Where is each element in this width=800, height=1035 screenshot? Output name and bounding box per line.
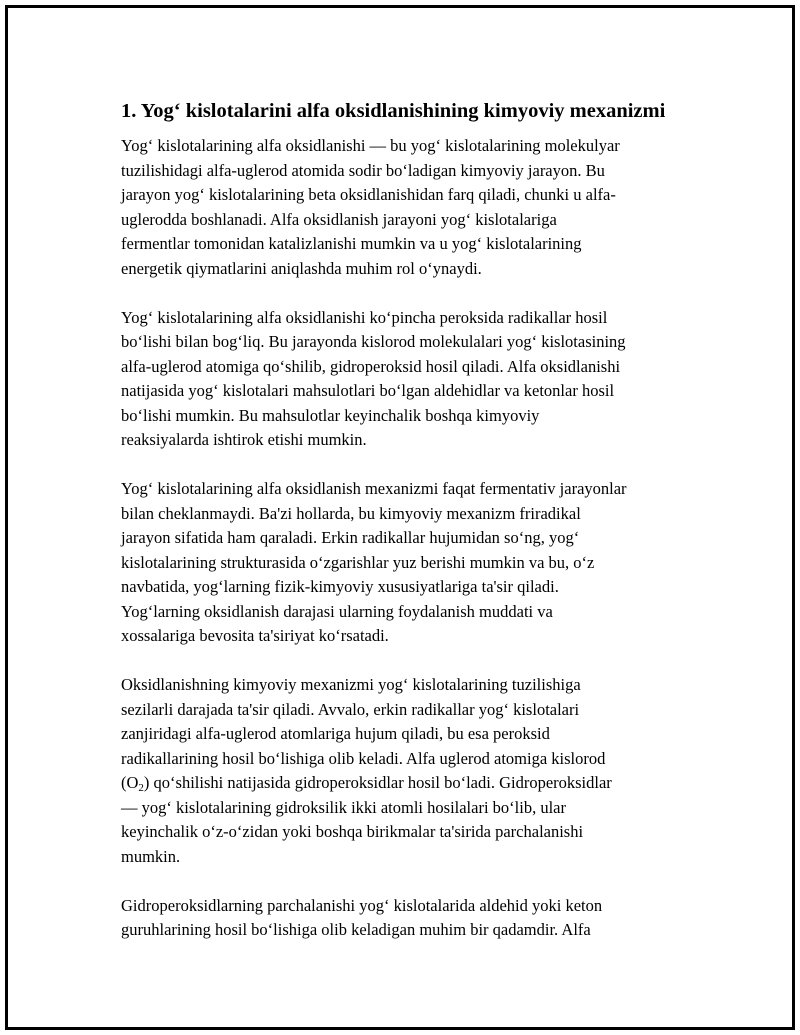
formula-open: (O: [121, 773, 139, 792]
text-line: natijasida yog‘ kislotalari mahsulotlari bo‘lgan aldehidlar va ketonlar hosil: [121, 381, 615, 400]
text-line: bilan cheklanmaydi. Ba'zi hollarda, bu kimyoviy mexanizm friradikal: [121, 503, 581, 523]
text-line: Yog‘ kislotalarining alfa oksidlanishi — bu yog‘ kislotalarining molekulyar: [121, 136, 620, 155]
text-line: Oksidlanishning kimyoviy mexanizmi yog‘ kislotalarining tuzilishiga: [121, 675, 581, 694]
text-line: navbatida, yog‘larning fizik-kimyoviy xususiyatlariga ta'sir qiladi.: [121, 577, 559, 596]
text-line: energetik qiymatlarini aniqlashda muhim rol o‘ynaydi.: [121, 258, 482, 278]
formula-rest: ) qo‘shilishi natijasida gidroperoksidlar hosil bo‘ladi. Gidroperoksidlar: [143, 773, 612, 792]
page-frame: [5, 5, 795, 1030]
text-line: Yog‘larning oksidlanish darajasi ularning foydalanish muddati va: [121, 601, 553, 621]
paragraph-4: [121, 673, 706, 869]
text-line: fermentlar tomonidan katalizlanishi mumkin va u yog‘ kislotalarining: [121, 234, 582, 253]
text-line: jarayon sifatida ham qaraladi. Erkin radikallar hujumidan so‘ng, yog‘: [121, 528, 580, 547]
paragraph-3: [121, 477, 706, 649]
paragraph-2: [121, 306, 706, 453]
text-line: bo‘lishi mumkin. Bu mahsulotlar keyinchalik boshqa kimyoviy: [121, 405, 540, 425]
section-heading: 1. Yog‘ kislotalarini alfa oksidlanishining kimyoviy mexanizmi: [121, 100, 666, 122]
text-line: keyinchalik o‘z-o‘zidan yoki boshqa birikmalar ta'sirida parchalanishi: [121, 822, 584, 841]
text-line: alfa-uglerod atomiga qo‘shilib, gidroperoksid hosil qiladi. Alfa oksidlanishi: [121, 356, 621, 376]
text-line: radikallarining hosil bo‘lishiga olib keladi. Alfa uglerod atomiga kislorod: [121, 748, 606, 768]
document-body: [121, 98, 706, 967]
formula-subscript: 2: [138, 782, 144, 794]
text-line-o2-formula: [121, 771, 706, 796]
text-line: zanjiridagi alfa-uglerod atomlariga hujum qiladi, bu esa peroksid: [121, 724, 550, 743]
text-line: Yog‘ kislotalarining alfa oksidlanish mexanizmi faqat fermentativ jarayonlar: [121, 479, 627, 498]
text-line: kislotalarining strukturasida o‘zgarishlar yuz berishi mumkin va bu, o‘z: [121, 552, 595, 572]
text-line: jarayon yog‘ kislotalarining beta oksidlanishidan farq qiladi, chunki u alfa-: [121, 185, 616, 204]
text-line: guruhlarining hosil bo‘lishiga olib keladigan muhim bir qadamdir. Alfa: [121, 920, 591, 939]
text-line: xossalariga bevosita ta'siriyat ko‘rsatadi.: [121, 626, 389, 645]
text-line: tuzilishidagi alfa-uglerod atomida sodir bo‘ladigan kimyoviy jarayon. Bu: [121, 160, 605, 180]
text-line: — yog‘ kislotalarining gidroksilik ikki atomli hosilalari bo‘lib, ular: [121, 797, 566, 817]
text-line: Yog‘ kislotalarining alfa oksidlanishi ko‘pincha peroksida radikallar hosil: [121, 307, 608, 327]
text-line: sezilarli darajada ta'sir qiladi. Avvalo, erkin radikallar yog‘ kislotalari: [121, 699, 580, 719]
text-line: mumkin.: [121, 846, 181, 866]
text-line: uglerodda boshlanadi. Alfa oksidlanish jarayoni yog‘ kislotalariga: [121, 209, 557, 229]
text-line: Gidroperoksidlarning parchalanishi yog‘ kislotalarida aldehid yoki keton: [121, 895, 603, 915]
text-line: bo‘lishi bilan bog‘liq. Bu jarayonda kislorod molekulalari yog‘ kislotasining: [121, 332, 626, 351]
paragraph-1: [121, 134, 706, 281]
paragraph-5: [121, 894, 706, 943]
text-line: reaksiyalarda ishtirok etishi mumkin.: [121, 430, 367, 449]
